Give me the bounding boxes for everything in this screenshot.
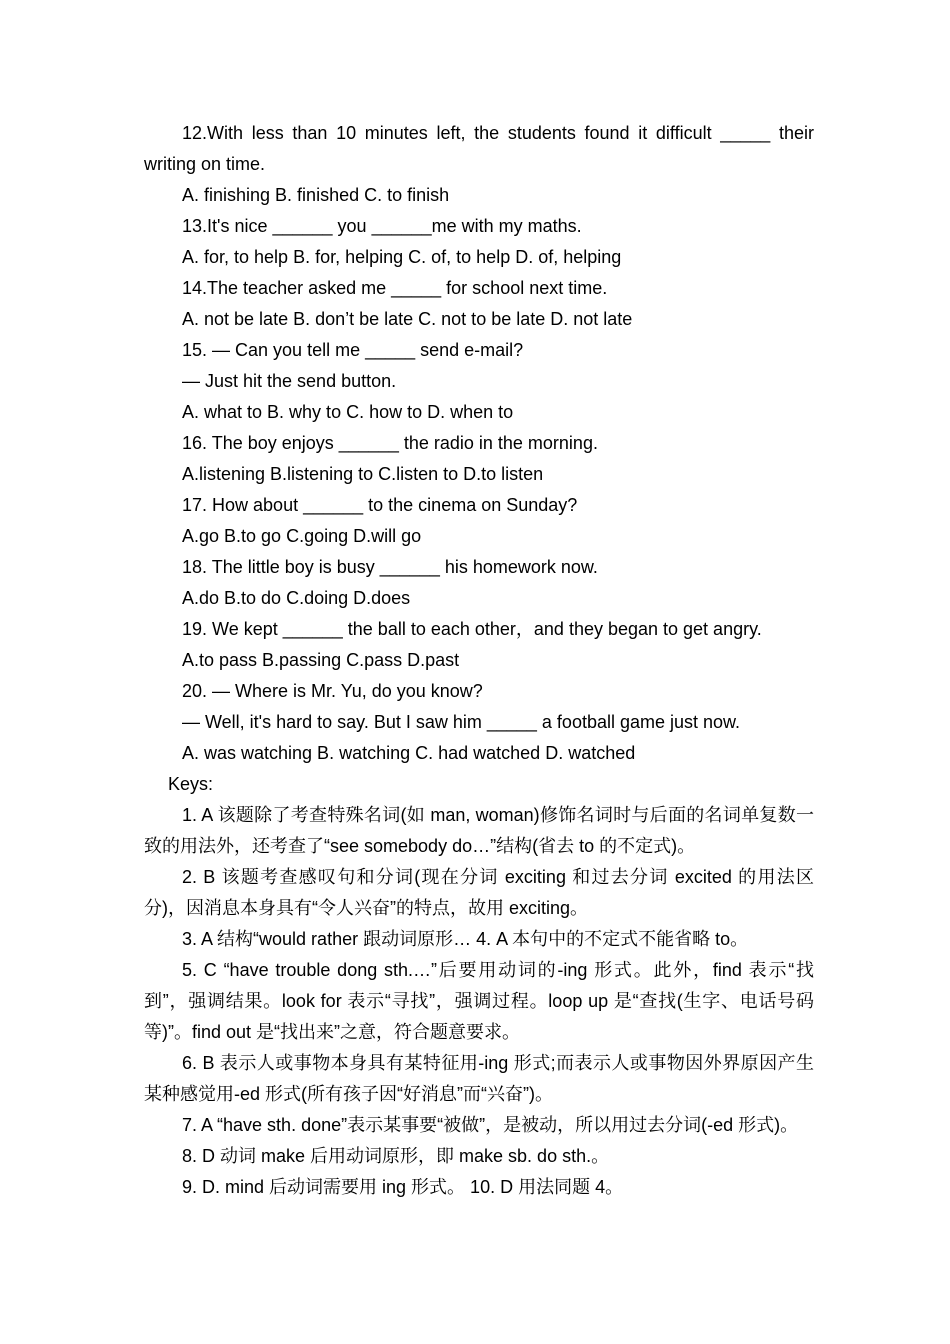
- question-16-stem: 16. The boy enjoys ______ the radio in the morning.: [182, 433, 598, 453]
- key-8: 8. D 动词 make 后用动词原形，即 make sb. do sth.。: [182, 1146, 610, 1166]
- question-15-reply: — Just hit the send button.: [182, 371, 397, 391]
- question-17-options: A.go B.to go C.going D.will go: [182, 526, 422, 546]
- key-9-10: 9. D. mind 后动词需要用 ing 形式。 10. D 用法同题 4。: [182, 1177, 624, 1197]
- question-14-stem: 14.The teacher asked me _____ for school next time.: [182, 278, 608, 298]
- question-17-stem: 17. How about ______ to the cinema on Sunday?: [182, 495, 578, 515]
- question-18-options: A.do B.to do C.doing D.does: [182, 588, 411, 608]
- key-7: 7. A “have sth. done”表示某事要“被做”，是被动，所以用过去分词(-ed 形式)。: [182, 1115, 799, 1135]
- question-16-options: A.listening B.listening to C.listen to D.to listen: [182, 464, 544, 484]
- question-20-reply: — Well, it's hard to say. But I saw him _____ a football game just now.: [182, 712, 741, 732]
- question-20-stem: 20. — Where is Mr. Yu, do you know?: [182, 681, 483, 701]
- key-5: 5. C “have trouble dong sth.…”后要用动词的-ing 形式。此外，find 表示“找到”，强调结果。look for 表示“寻找”，强调过程。loop up 是“查找(生字、电话号码等)”。find out 是“找出来”之意，符合题意要求。: [144, 960, 814, 1042]
- question-19-stem: 19. We kept ______ the ball to each other，and they began to get angry.: [182, 619, 762, 639]
- question-13-options: A. for, to help B. for, helping C. of, to help D. of, helping: [182, 247, 622, 267]
- question-20-options: A. was watching B. watching C. had watched D. watched: [182, 743, 636, 763]
- question-13-stem: 13.It's nice ______ you ______me with my maths.: [182, 216, 582, 236]
- question-12-options: A. finishing B. finished C. to finish: [182, 185, 450, 205]
- key-2: 2. B 该题考查感叹句和分词(现在分词 exciting 和过去分词 excited 的用法区分)，因消息本身具有“令人兴奋”的特点，故用 exciting。: [144, 867, 814, 918]
- document-body: [144, 118, 814, 1203]
- keys-heading: Keys:: [168, 774, 214, 794]
- key-1: 1. A 该题除了考查特殊名词(如 man, woman)修饰名词时与后面的名词单复数一致的用法外，还考查了“see somebody do…”结构(省去 to 的不定式)。: [144, 805, 814, 856]
- question-19-options: A.to pass B.passing C.pass D.past: [182, 650, 460, 670]
- question-15-stem: 15. — Can you tell me _____ send e-mail?: [182, 340, 524, 360]
- question-18-stem: 18. The little boy is busy ______ his homework now.: [182, 557, 598, 577]
- key-6: 6. B 表示人或事物本身具有某特征用-ing 形式;而表示人或事物因外界原因产生某种感觉用-ed 形式(所有孩子因“好消息”而“兴奋”)。: [144, 1053, 814, 1104]
- question-15-options: A. what to B. why to C. how to D. when to: [182, 402, 514, 422]
- key-3-4: 3. A 结构“would rather 跟动词原形… 4. A 本句中的不定式不能省略 to。: [182, 929, 749, 949]
- question-14-options: A. not be late B. don’t be late C. not to be late D. not late: [182, 309, 633, 329]
- question-12-stem: 12.With less than 10 minutes left, the students found it difficult _____ their writing on time.: [144, 123, 814, 174]
